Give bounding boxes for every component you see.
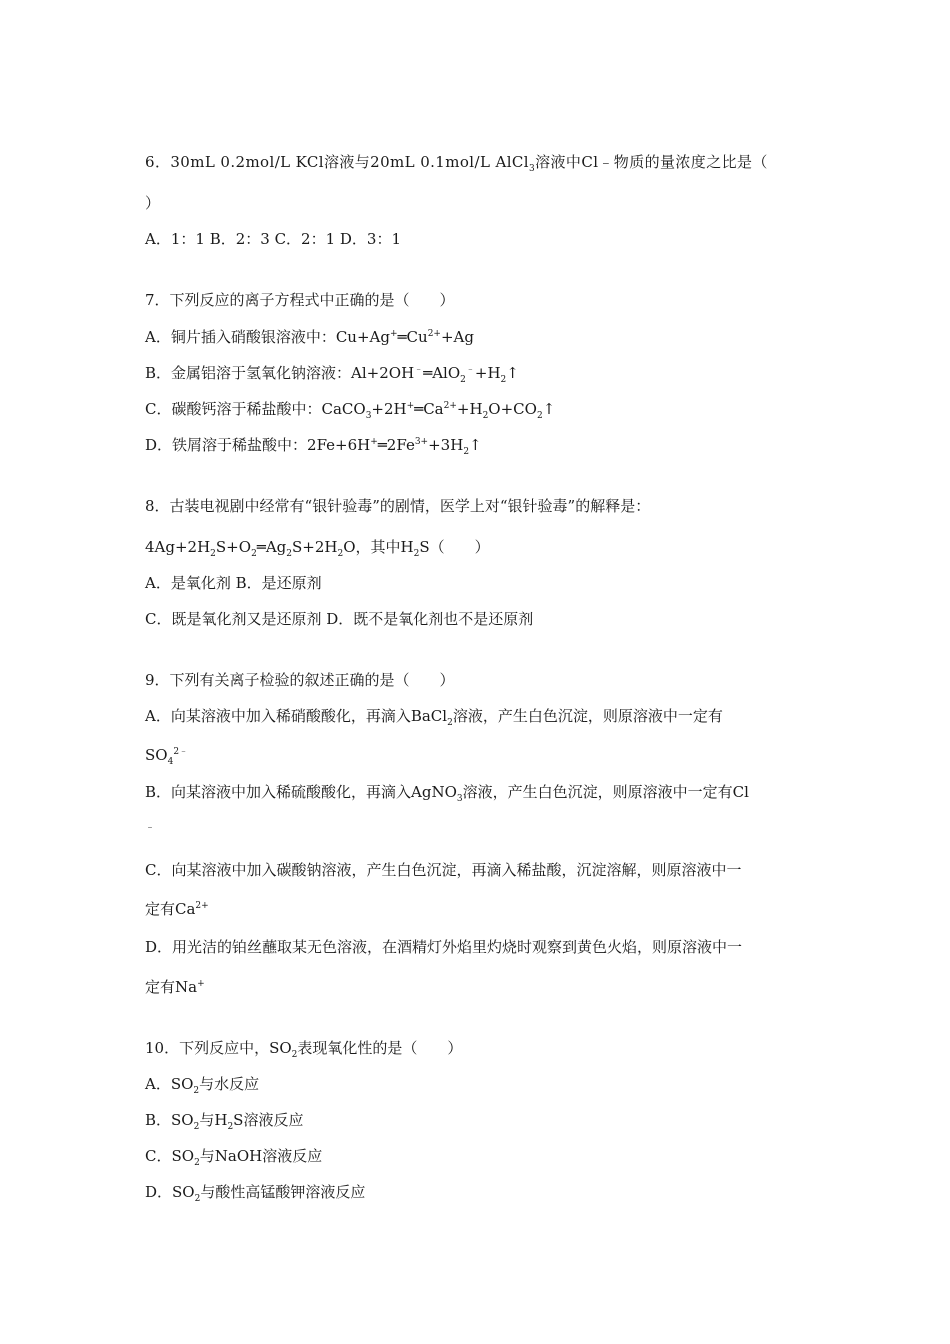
q7-option-b: B．金属铝溶于氢氧化钠溶液：$Al+2OH^﹣═AlO_2^﹣+H_2↑$: [145, 364, 519, 385]
q9-option-b-line1: B．向某溶液中加入稀硫酸酸化，再滴入AgNO$_3$溶液，产生白色沉淀，则原溶液中一定有Cl: [145, 783, 749, 804]
q7-stem: 7．下列反应的离子方程式中正确的是（ ）: [145, 291, 455, 309]
q10-option-b: B．$SO_2$与$H_2S$溶液反应: [145, 1111, 304, 1132]
q6-options: A．1：1 B．2：3 C．2：1 D．3：1: [145, 230, 402, 248]
q9-option-a-line1: A．向某溶液中加入稀硝酸酸化，再滴入BaCl$_2$溶液，产生白色沉淀，则原溶液中一定有: [145, 707, 723, 728]
q9-option-c-line2: 定有$Ca^{2+}$: [145, 900, 209, 918]
q8-equation: $4Ag+2H_2S+O_2═Ag_2S+2H_2O$，其中$H_2S$（ ）: [145, 538, 490, 559]
q7-option-c: C．碳酸钙溶于稀盐酸中：$CaCO_3+2H^+═Ca^{2+}+H_2O+CO_2↑$: [145, 400, 556, 421]
q8-options-cd: C．既是氧化剂又是还原剂 D．既不是氧化剂也不是还原剂: [145, 610, 534, 628]
q10-stem: 10．下列反应中，$SO_2$表现氧化性的是（ ）: [145, 1039, 463, 1060]
q9-stem: 9．下列有关离子检验的叙述正确的是（ ）: [145, 671, 455, 689]
q9-option-c-line1: C．向某溶液中加入碳酸钠溶液，产生白色沉淀，再滴入稀盐酸，沉淀溶解，则原溶液中一: [145, 861, 742, 879]
q9-option-b-line2: ﹣: [145, 822, 155, 833]
q6-stem: 6．30mL 0.2mol/L KCl溶液与20mL 0.1mol/L AlCl$_3$溶液中Cl﹣物质的量浓度之比是（: [145, 153, 768, 174]
q10-option-c: C．$SO_2$与NaOH溶液反应: [145, 1147, 323, 1168]
q6-stem-close: ）: [145, 194, 161, 212]
q9-option-d-line2: 定有Na+: [145, 978, 205, 996]
q8-options-ab: A．是氧化剂 B．是还原剂: [145, 574, 322, 592]
q10-option-d: D．$SO_2$与酸性高锰酸钾溶液反应: [145, 1183, 366, 1204]
q9-option-d-line1: D．用光洁的铂丝蘸取某无色溶液，在酒精灯外焰里灼烧时观察到黄色火焰，则原溶液中一: [145, 938, 743, 956]
q10-option-a: A．$SO_2$与水反应: [145, 1075, 260, 1096]
q9-option-a-line2: $SO_4^{2﹣}$: [145, 746, 189, 767]
q8-stem: 8．古装电视剧中经常有“银针验毒”的剧情，医学上对“银针验毒”的解释是：: [145, 497, 651, 515]
q7-option-a: A．铜片插入硝酸银溶液中：$Cu+Ag^+═Cu^{2+}+Ag$: [145, 328, 474, 346]
q7-option-d: D．铁屑溶于稀盐酸中：$2Fe+6H^+═2Fe^{3+}+3H_2↑$: [145, 436, 482, 457]
